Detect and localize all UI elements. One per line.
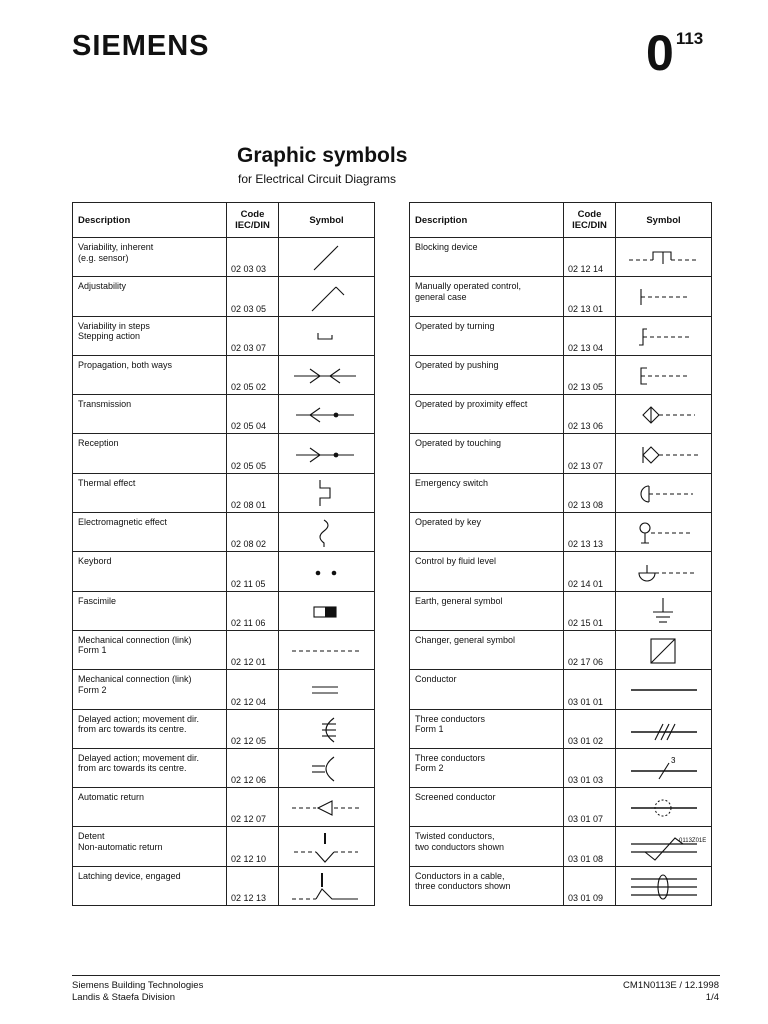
table-row xyxy=(410,395,712,434)
symbol-cell xyxy=(279,277,375,316)
description-cell xyxy=(73,709,227,748)
reception-icon xyxy=(290,437,364,471)
description-line-2: Form 2 xyxy=(78,684,107,695)
symbol-cell xyxy=(616,709,712,748)
header-code: Code IEC/DIN xyxy=(227,203,279,238)
description-cell xyxy=(73,630,227,669)
description-cell xyxy=(73,238,227,277)
description-cell xyxy=(73,473,227,512)
description-line-2: two conductors shown xyxy=(415,841,505,852)
turning-icon xyxy=(627,319,701,353)
table-row xyxy=(73,827,375,866)
description-line-2: (e.g. sensor) xyxy=(78,252,129,263)
table-row xyxy=(73,277,375,316)
description-line-2: general case xyxy=(415,291,467,302)
code-cell: 02 12 05 xyxy=(227,709,279,748)
description-cell xyxy=(73,552,227,591)
document-number-superscript: 113 xyxy=(675,29,704,48)
description-cell xyxy=(410,827,564,866)
description-line-2: Non-automatic return xyxy=(78,841,163,852)
header-symbol: Symbol xyxy=(279,203,375,238)
description-line-1: Transmission xyxy=(78,399,132,410)
description-line-1: Mechanical connection (link) xyxy=(78,634,192,645)
description-line-1: Mechanical connection (link) xyxy=(78,674,192,685)
symbol-cell xyxy=(279,513,375,552)
description-cell xyxy=(410,788,564,827)
description-line-2: Form 2 xyxy=(415,763,444,774)
description-cell xyxy=(410,709,564,748)
document-number-main: 0 xyxy=(646,25,674,81)
emergency-switch-icon xyxy=(627,476,701,510)
footer-page-number: 1/4 xyxy=(705,992,719,1003)
latching-device-icon xyxy=(290,869,364,903)
manual-control-icon xyxy=(627,279,701,313)
header-description: Description xyxy=(73,203,227,238)
fluid-level-icon xyxy=(627,555,701,589)
table-row xyxy=(410,238,712,277)
description-cell xyxy=(73,277,227,316)
code-cell: 03 01 09 xyxy=(564,866,616,905)
symbol-cell xyxy=(279,591,375,630)
table-row xyxy=(73,355,375,394)
table-row xyxy=(410,630,712,669)
mechanical-link-form2-icon xyxy=(290,672,364,706)
symbols-table-left xyxy=(72,202,375,906)
detent-icon xyxy=(290,830,364,864)
symbol-cell xyxy=(616,513,712,552)
description-line-1: Variability, inherent xyxy=(78,242,154,252)
symbol-cell xyxy=(616,238,712,277)
table-row xyxy=(410,277,712,316)
description-cell xyxy=(73,670,227,709)
code-cell: 02 12 13 xyxy=(227,866,279,905)
conductor-icon xyxy=(627,672,701,706)
symbol-cell xyxy=(616,788,712,827)
table-row xyxy=(410,788,712,827)
code-cell: 02 03 07 xyxy=(227,316,279,355)
table-row xyxy=(73,788,375,827)
description-line-1: Automatic return xyxy=(78,792,145,803)
code-cell: 02 12 07 xyxy=(227,788,279,827)
description-cell xyxy=(73,513,227,552)
description-cell xyxy=(410,630,564,669)
table-row xyxy=(410,748,712,787)
code-cell: 02 05 02 xyxy=(227,355,279,394)
footer-doc-id: CM1N0113E / 12.1998 xyxy=(623,980,719,991)
symbol-cell xyxy=(616,473,712,512)
description-cell xyxy=(73,827,227,866)
proximity-icon xyxy=(627,397,701,431)
description-cell xyxy=(410,434,564,473)
conductor-count-label: 3 xyxy=(670,756,675,765)
table-row xyxy=(410,709,712,748)
code-cell: 02 08 02 xyxy=(227,513,279,552)
description-line-2: from arc towards its centre. xyxy=(78,724,187,735)
description-cell xyxy=(73,434,227,473)
description-cell xyxy=(73,866,227,905)
description-line-2: Form 1 xyxy=(78,645,107,656)
thermal-effect-icon xyxy=(290,476,364,510)
symbol-cell xyxy=(616,355,712,394)
code-cell: 02 13 06 xyxy=(564,395,616,434)
code-cell: 02 11 05 xyxy=(227,552,279,591)
description-line-1: Operated by touching xyxy=(415,438,502,449)
symbol-cell xyxy=(279,355,375,394)
code-cell: 02 13 13 xyxy=(564,513,616,552)
description-cell xyxy=(73,355,227,394)
table-row xyxy=(410,473,712,512)
code-cell: 02 05 05 xyxy=(227,434,279,473)
symbol-cell xyxy=(616,316,712,355)
description-cell xyxy=(410,552,564,591)
blocking-device-icon xyxy=(627,240,701,274)
description-cell xyxy=(73,591,227,630)
table-row xyxy=(73,591,375,630)
description-line-1: Thermal effect xyxy=(78,477,136,488)
footer-division: Landis & Staefa Division xyxy=(72,992,175,1003)
code-cell: 02 12 04 xyxy=(227,670,279,709)
footer-divider xyxy=(72,975,720,976)
electromagnetic-effect-icon xyxy=(290,515,364,549)
description-line-1: Conductor xyxy=(415,674,457,685)
table-row xyxy=(73,709,375,748)
description-line-1: Delayed action; movement dir. xyxy=(78,752,200,763)
table-row xyxy=(73,513,375,552)
description-line-1: Electromagnetic effect xyxy=(78,517,167,528)
header-symbol: Symbol xyxy=(616,203,712,238)
description-cell xyxy=(410,513,564,552)
code-cell: 02 03 03 xyxy=(227,238,279,277)
symbol-cell xyxy=(616,552,712,591)
stepping-icon xyxy=(290,319,364,353)
description-line-2: Stepping action xyxy=(78,331,141,342)
description-line-1: Variability in steps xyxy=(78,320,150,331)
code-cell: 02 11 06 xyxy=(227,591,279,630)
symbol-cell xyxy=(279,866,375,905)
code-cell: 02 13 07 xyxy=(564,434,616,473)
description-line-1: Emergency switch xyxy=(415,477,489,488)
header-code: Code IEC/DIN xyxy=(564,203,616,238)
description-cell xyxy=(73,748,227,787)
figure-reference: 0113Z01E xyxy=(679,838,707,844)
code-cell: 02 13 04 xyxy=(564,316,616,355)
symbol-cell xyxy=(279,827,375,866)
adjustability-icon xyxy=(290,279,364,313)
footer-company: Siemens Building Technologies xyxy=(72,980,204,991)
table-row xyxy=(73,473,375,512)
code-cell: 02 13 05 xyxy=(564,355,616,394)
keyboard-icon xyxy=(290,555,364,589)
footer-right xyxy=(623,980,719,1004)
code-cell: 02 13 01 xyxy=(564,277,616,316)
page-title: Graphic symbols xyxy=(237,144,408,167)
code-cell: 03 01 07 xyxy=(564,788,616,827)
symbol-cell xyxy=(279,395,375,434)
propagation-both-ways-icon xyxy=(290,358,364,392)
code-cell: 03 01 01 xyxy=(564,670,616,709)
code-cell: 02 03 05 xyxy=(227,277,279,316)
automatic-return-icon xyxy=(290,790,364,824)
description-line-1: Operated by key xyxy=(415,517,482,528)
description-line-1: Conductors in a cable, xyxy=(415,870,505,881)
description-line-1: Keybord xyxy=(78,556,112,567)
page-subtitle: for Electrical Circuit Diagrams xyxy=(238,172,397,186)
description-line-1: Manually operated control, xyxy=(415,281,522,292)
description-cell xyxy=(410,238,564,277)
description-line-1: Twisted conductors, xyxy=(415,831,495,842)
description-line-1: Three conductors xyxy=(415,752,486,763)
table-row xyxy=(410,513,712,552)
description-line-1: Three conductors xyxy=(415,713,486,724)
code-cell: 02 08 01 xyxy=(227,473,279,512)
description-line-1: Detent xyxy=(78,831,105,842)
code-cell: 02 12 06 xyxy=(227,748,279,787)
symbol-cell xyxy=(279,748,375,787)
description-line-2: three conductors shown xyxy=(415,881,511,892)
twisted-conductors-icon xyxy=(627,830,701,864)
key-icon xyxy=(627,515,701,549)
description-line-1: Changer, general symbol xyxy=(415,634,516,645)
table-row xyxy=(73,395,375,434)
symbol-cell xyxy=(616,277,712,316)
siemens-logo: SIEMENS xyxy=(72,30,210,62)
symbol-cell xyxy=(279,552,375,591)
code-cell: 02 13 08 xyxy=(564,473,616,512)
description-cell xyxy=(410,355,564,394)
description-line-1: Delayed action; movement dir. xyxy=(78,713,200,724)
description-cell xyxy=(73,395,227,434)
delayed-action-icon xyxy=(290,712,364,746)
table-row xyxy=(410,670,712,709)
symbol-cell xyxy=(279,788,375,827)
code-cell: 03 01 03 xyxy=(564,748,616,787)
description-line-1: Earth, general symbol xyxy=(415,595,503,606)
table-row xyxy=(410,827,712,866)
header-description: Description xyxy=(410,203,564,238)
earth-icon xyxy=(627,594,701,628)
description-cell xyxy=(73,788,227,827)
three-conductors-form1-icon xyxy=(627,712,701,746)
table-row xyxy=(410,866,712,905)
symbol-cell xyxy=(279,709,375,748)
table-row xyxy=(73,434,375,473)
symbol-cell xyxy=(279,434,375,473)
table-row xyxy=(410,552,712,591)
symbol-cell xyxy=(616,591,712,630)
document-number xyxy=(646,26,703,80)
description-cell xyxy=(410,670,564,709)
description-line-2: from arc towards its centre. xyxy=(78,763,187,774)
transmission-icon xyxy=(290,397,364,431)
code-cell: 02 15 01 xyxy=(564,591,616,630)
symbol-cell xyxy=(616,630,712,669)
footer-left xyxy=(72,980,203,1004)
table-row xyxy=(73,552,375,591)
description-line-1: Blocking device xyxy=(415,242,478,252)
table-row xyxy=(73,630,375,669)
symbol-cell xyxy=(279,473,375,512)
description-line-1: Fascimile xyxy=(78,595,117,606)
description-cell xyxy=(410,866,564,905)
description-line-1: Operated by turning xyxy=(415,320,495,331)
symbols-table-right xyxy=(409,202,712,906)
symbol-cell xyxy=(616,395,712,434)
code-cell: 03 01 08 xyxy=(564,827,616,866)
table-row xyxy=(73,238,375,277)
code-cell: 02 17 06 xyxy=(564,630,616,669)
code-cell: 02 12 14 xyxy=(564,238,616,277)
description-cell xyxy=(410,316,564,355)
description-cell xyxy=(410,395,564,434)
screened-conductor-icon xyxy=(627,790,701,824)
description-line-1: Reception xyxy=(78,438,119,449)
touching-icon xyxy=(627,437,701,471)
code-cell: 02 12 10 xyxy=(227,827,279,866)
description-line-1: Operated by proximity effect xyxy=(415,399,528,410)
symbol-cell xyxy=(279,238,375,277)
table-row xyxy=(410,355,712,394)
code-cell: 02 12 01 xyxy=(227,630,279,669)
symbol-cell xyxy=(279,670,375,709)
cable-conductors-icon xyxy=(627,869,701,903)
table-row xyxy=(73,316,375,355)
changer-icon xyxy=(627,633,701,667)
symbol-cell xyxy=(279,316,375,355)
description-line-1: Operated by pushing xyxy=(415,359,499,370)
symbol-cell xyxy=(279,630,375,669)
code-cell: 02 14 01 xyxy=(564,552,616,591)
symbol-cell xyxy=(616,434,712,473)
code-cell: 03 01 02 xyxy=(564,709,616,748)
description-line-1: Latching device, engaged xyxy=(78,870,181,881)
code-cell: 02 05 04 xyxy=(227,395,279,434)
table-row xyxy=(410,591,712,630)
variability-icon xyxy=(290,240,364,274)
table-row xyxy=(73,670,375,709)
description-cell xyxy=(410,591,564,630)
description-cell xyxy=(410,748,564,787)
description-cell xyxy=(73,316,227,355)
description-line-1: Screened conductor xyxy=(415,792,496,803)
symbol-cell xyxy=(616,866,712,905)
description-cell xyxy=(410,473,564,512)
description-cell xyxy=(410,277,564,316)
delayed-action-reverse-icon xyxy=(290,751,364,785)
table-row xyxy=(410,434,712,473)
table-row xyxy=(73,866,375,905)
three-conductors-form2-icon xyxy=(627,751,701,785)
description-line-1: Control by fluid level xyxy=(415,556,497,567)
symbol-cell xyxy=(616,748,712,787)
facsimile-icon xyxy=(290,594,364,628)
mechanical-link-form1-icon xyxy=(290,633,364,667)
table-row xyxy=(410,316,712,355)
description-line-1: Adjustability xyxy=(78,281,127,292)
symbol-cell xyxy=(616,670,712,709)
description-line-2: Form 1 xyxy=(415,724,444,735)
symbol-cell xyxy=(616,827,712,866)
description-line-1: Propagation, both ways xyxy=(78,359,173,370)
table-row xyxy=(73,748,375,787)
pushing-icon xyxy=(627,358,701,392)
